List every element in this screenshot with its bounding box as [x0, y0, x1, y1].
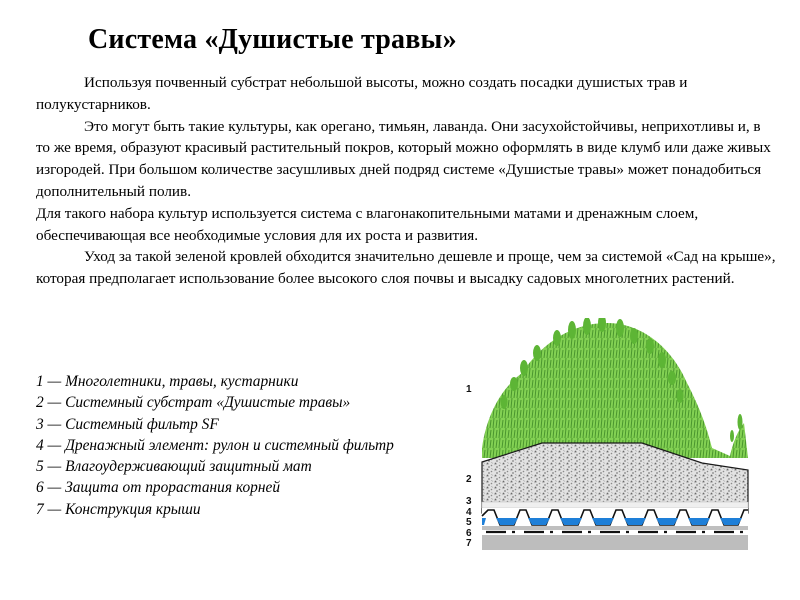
- legend-item: 2 — Системный субстрат «Душистые травы»: [36, 394, 351, 412]
- paragraph-4: Уход за такой зеленой кровлей обходится значительно дешевле и проще, чем за системой «Сад на крыше», которая предполагает использование более высокого слоя почвы и высадку садовых многолетних растений.: [36, 248, 776, 288]
- legend-item: 4 — Дренажный элемент: рулон и системный фильтр: [36, 436, 394, 454]
- paragraph-3: Для такого набора культур используется система с влагонакопительными матами и дренажным слоем, обеспечивающая все необходимые условия для их роста и развития.: [36, 204, 699, 244]
- green-roof-diagram: [462, 318, 762, 558]
- layer-label-4: 4: [466, 507, 472, 518]
- body-text: [36, 72, 776, 290]
- paragraph-1: Используя почвенный субстрат небольшой высоты, можно создать посадки душистых трав и полукустарников.: [36, 74, 688, 113]
- filter-layer: [482, 502, 748, 508]
- layer-label-1: 1: [466, 384, 472, 395]
- legend-item: 7 — Конструкция крыши: [36, 500, 201, 518]
- drainage-layer: [482, 508, 748, 526]
- legend-item: 1 — Многолетники, травы, кустарники: [36, 373, 299, 390]
- plants-layer: [482, 318, 748, 458]
- legend-item: 3 — Системный фильтр SF: [36, 415, 219, 433]
- legend-item: 6 — Защита от прорастания корней: [36, 479, 281, 497]
- roof-construction-layer: [482, 535, 748, 550]
- layer-label-7: 7: [466, 538, 472, 549]
- layer-label-6: 6: [466, 528, 472, 539]
- legend-item: 5 — Влагоудерживающий защитный мат: [36, 458, 312, 476]
- layer-label-5: 5: [466, 517, 472, 528]
- green-roof-cross-section-illustration: [462, 318, 762, 558]
- layer-legend: [36, 371, 394, 520]
- layer-label-2: 2: [466, 474, 472, 485]
- paragraph-2: Это могут быть такие культуры, как орегано, тимьян, лаванда. Они засухойстойчивы, неприхотливы и, в то же время, образуют красивый растительный покров, который можно оформлять в виде клумб или даже живых изгородей. При большом количестве засушливых дней подряд системе «Душистые травы» может понадобиться дополнительный полив.: [36, 117, 771, 200]
- layer-label-3: 3: [466, 496, 472, 507]
- moisture-mat-layer: [482, 526, 748, 530]
- root-protection-layer: [482, 530, 748, 534]
- page-title: Система «Душистые травы»: [88, 24, 457, 55]
